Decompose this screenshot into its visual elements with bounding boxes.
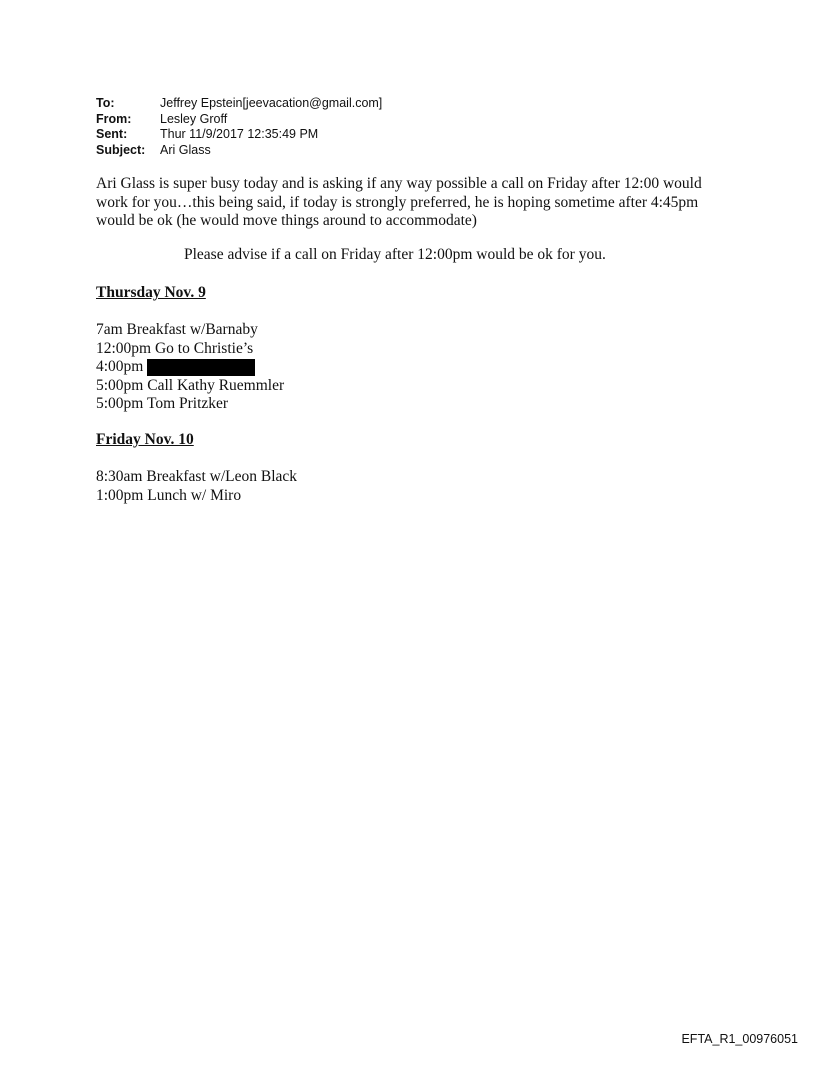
schedule-item-text: 12:00pm Go to Christie’s: [96, 339, 254, 357]
schedule-item: [96, 340, 284, 359]
to-label: To:: [96, 96, 115, 110]
schedule-item: [96, 487, 297, 506]
message-intro: Ari Glass is super busy today and is asking if any way possible a call on Friday after 12:00 would work for you…this being said, if today is strongly preferred, he is hoping sometime after 4:45pm would be ok (he would move things around to accommodate): [96, 175, 702, 229]
thursday-heading: Thursday Nov. 9: [96, 284, 206, 301]
schedule-item: [96, 395, 284, 414]
subject-label: Subject:: [96, 142, 146, 157]
schedule-item: [96, 377, 284, 396]
sent-row: [96, 127, 382, 143]
email-header: [96, 96, 382, 158]
subject-row: [96, 143, 382, 159]
message-advise: Please advise if a call on Friday after 12:00pm would be ok for you.: [184, 246, 606, 263]
schedule-item-text: 4:00pm: [96, 358, 144, 375]
subject-value: Ari Glass: [160, 142, 211, 157]
schedule-item: [96, 468, 297, 487]
schedule-item: [96, 321, 284, 340]
from-value: Lesley Groff: [160, 111, 228, 126]
redaction-block: [147, 359, 255, 376]
schedule-item-text: 7am Breakfast w/Barnaby: [96, 321, 258, 338]
thursday-schedule: [96, 321, 284, 414]
schedule-item: [96, 358, 284, 377]
from-row: [96, 112, 382, 128]
schedule-item-text: 5:00pm Tom Pritzker: [96, 395, 229, 412]
to-value: Jeffrey Epstein[jeevacation@gmail.com]: [160, 96, 383, 110]
document-id: EFTA_R1_00976051: [681, 1032, 798, 1046]
sent-label: Sent:: [96, 127, 128, 141]
schedule-item-text: 1:00pm Lunch w/ Miro: [96, 486, 242, 504]
friday-heading: Friday Nov. 10: [96, 431, 194, 448]
schedule-item-text: 5:00pm Call Kathy Ruemmler: [96, 376, 285, 394]
from-label: From:: [96, 111, 132, 126]
to-row: [96, 96, 382, 112]
schedule-item-text: 8:30am Breakfast w/Leon Black: [96, 468, 298, 485]
sent-value: Thur 11/9/2017 12:35:49 PM: [160, 127, 319, 141]
friday-schedule: [96, 468, 297, 505]
